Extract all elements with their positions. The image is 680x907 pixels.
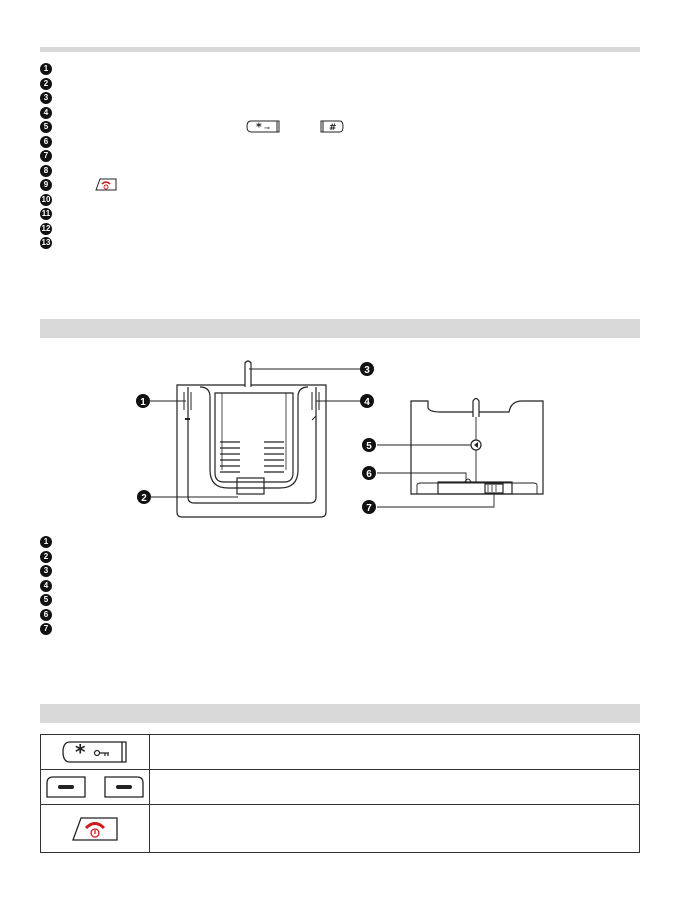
table-row <box>41 805 640 853</box>
number-marker: 8 <box>40 165 52 177</box>
number-marker: 4 <box>40 580 52 592</box>
list-item <box>40 550 52 565</box>
number-marker: 6 <box>40 609 52 621</box>
table-row <box>41 770 640 805</box>
star-lock-key-icon <box>61 740 129 764</box>
table-row <box>41 735 640 770</box>
list-item <box>40 608 52 623</box>
callout-marker <box>360 362 374 376</box>
callout-marker <box>136 394 150 408</box>
number-marker: 6 <box>40 136 52 148</box>
number-marker: 12 <box>41 223 51 233</box>
number-marker: 13 <box>41 238 51 248</box>
soft-key-icon <box>103 775 145 799</box>
number-marker: 3 <box>40 565 52 577</box>
number-marker: 2 <box>40 551 52 563</box>
callout-marker <box>360 394 374 408</box>
callout-number: 1 <box>140 397 146 408</box>
list-item <box>40 593 52 608</box>
number-marker: 10 <box>41 194 51 204</box>
number-marker: 1 <box>40 63 52 75</box>
svg-text:#: # <box>329 123 337 133</box>
callout-number: 6 <box>366 469 372 480</box>
number-marker: 3 <box>40 92 52 104</box>
end-call-key-icon <box>71 816 119 842</box>
keys-table <box>40 734 640 853</box>
svg-text:*: * <box>256 120 262 133</box>
base-side-view <box>411 399 543 495</box>
number-marker: 7 <box>40 623 52 635</box>
callout-lines <box>150 369 494 507</box>
number-marker: 4 <box>40 107 52 119</box>
number-marker: 5 <box>40 594 52 606</box>
callout-number: 7 <box>366 503 372 514</box>
list-item <box>40 622 52 637</box>
section-bar-keys <box>40 704 640 723</box>
base-front-view <box>177 361 326 517</box>
callout-number: 4 <box>364 397 370 408</box>
callout-marker <box>362 438 376 452</box>
base-parts-list <box>40 535 52 637</box>
number-marker: 11 <box>41 209 51 219</box>
callout-number: 3 <box>364 365 370 376</box>
number-marker: 9 <box>40 179 52 191</box>
callout-marker <box>137 490 151 504</box>
callout-marker <box>362 466 376 480</box>
svg-text:⊸: ⊸ <box>264 124 270 132</box>
number-marker: 2 <box>40 78 52 90</box>
callout-number: 5 <box>366 441 372 452</box>
soft-key-icon <box>45 775 87 799</box>
list-item <box>40 579 52 594</box>
number-marker: 1 <box>40 536 52 548</box>
callout-number: 2 <box>141 493 147 504</box>
list-item <box>40 535 52 550</box>
number-marker: 5 <box>40 121 52 133</box>
list-item <box>40 564 52 579</box>
number-marker: 7 <box>40 150 52 162</box>
svg-text:*: * <box>74 740 86 764</box>
callout-marker <box>362 500 376 514</box>
